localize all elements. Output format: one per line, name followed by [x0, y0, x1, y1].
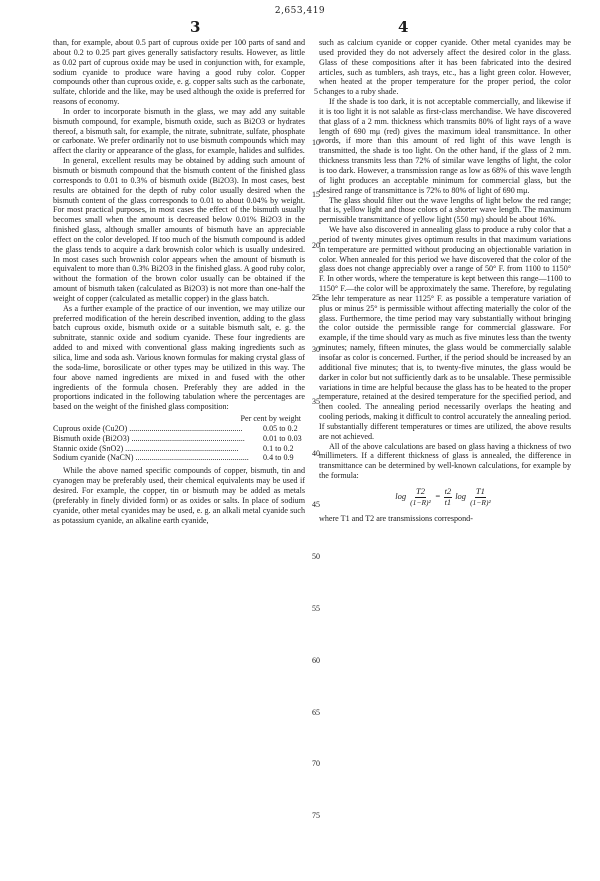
table-row [53, 444, 305, 454]
paragraph: All of the above calculations are based on glass having a thickness of two millimeters. If a different thickness of glass is annealed, the difference in transmittance can be determined by well-known calculations, for example by the formula: [319, 441, 571, 481]
line-number: 15 [312, 190, 320, 199]
ingredient-name: Stannic oxide (SnO2) ..... [53, 444, 261, 454]
formula-fraction [444, 487, 453, 508]
formula-fraction [469, 487, 492, 508]
paragraph: We have also discovered in annealing glass to produce a ruby color that a period of twenty minutes gives optimum results in that maximum variations in temperature are permitted without producing an objectionable variation in color. When annealed for this period we have discovered that the color of the glass does not change appreciably over a range of 50° F. from 1100 to 1150° F. In other words, where the temperature is kept between this range—1100 to 1150° F.—the color will be approximately the same. Therefore, by regulating the lehr temperature as near 1125° F. as possible a temperature variation of plus or minus 25° is permissible without affecting materially the color of the glass. Furthermore, the time period may vary substantially without bringing the color outside the permissible range for commercial glassware. For example, if the time should vary as much as five minutes less than the twenty minutes; namely, fifteen minutes, the glass would be commercially salable insofar as color is concerned. Further, if the period should be increased by an additional five minutes; that is, to twenty-five minutes, the glass would be darker in color but not sufficiently dark as to be unsalable. These permissible variations in time are helpful because the glass has to be heated to the proper temperature, retained at the desired temperature for the specified period, and then cooled. The annealing period necessarily overlaps the heating and cooling periods, making it difficult to control accurately the annealing period. If substantially different temperatures or times are utilized, the above results are not achieved. [319, 225, 571, 441]
table-row [53, 424, 305, 434]
line-number: 35 [312, 397, 320, 406]
line-number: 55 [312, 604, 320, 613]
table-row [53, 453, 305, 463]
ingredient-value: 0.4 to 0.9 [263, 453, 294, 463]
ingredient-value: 0.1 to 0.2 [263, 443, 294, 453]
formula-fraction [409, 487, 432, 508]
paragraph: If the shade is too dark, it is not acceptable commercially, and likewise if it is too light it is not salable as first-class merchandise. We have discovered that glass of a 2 mm. thickness which transmits 80% of light rays of a wave length of 690 mμ (red) gives the maximum ideal transmittance. In other words, if more than this amount of red light of this wave length is transmitted, the shade is too light. On the other hand, if the glass of 2 mm. thickness transmits less than 72% of similar wave lengths of light, the color is too dark. However, a transmission range as low as 68% of this wave length of light produces an acceptable minimum for commercial glass, but the desired range of transmittance is 72% to 80% of light of 690 mμ. [319, 97, 571, 195]
paragraph: than, for example, about 0.5 part of cuprous oxide per 100 parts of sand and about 0.2 to 0.25 part gives generally satisfactory results. However, as little as 0.02 part of cuprous oxide may be used in conjunction with, for example, sodium cyanide to produce ware having a good ruby color. Copper compounds other than cuprous oxide, e. g. copper salts such as the carbonate, sulfate, chloride and the like, may be used although the oxide is preferred for reasons of economy. [53, 38, 305, 107]
line-number: 45 [312, 500, 320, 509]
line-number: 30 [312, 345, 320, 354]
paragraph: The glass should filter out the wave lengths of light below the red range; that is, yellow light and those colors of a shorter wave length. The maximum permissible transmittance of yellow light (550 mμ) should be about 16%. [319, 195, 571, 225]
formula-log: log [455, 491, 467, 502]
line-number: 50 [312, 552, 320, 561]
patent-number: 2,653,419 [274, 6, 326, 16]
formula-equals: = [434, 491, 441, 502]
ingredient-name: Sodium cyanide (NaCN) ..... [53, 453, 261, 463]
line-number: 25 [312, 293, 320, 302]
right-column-number: 4 [398, 18, 409, 36]
ingredient-value: 0.05 to 0.2 [263, 423, 298, 433]
left-column-number: 3 [190, 18, 201, 36]
line-number: 75 [312, 811, 320, 820]
paragraph: In order to incorporate bismuth in the glass, we may add any suitable bismuth compound, for example, bismuth oxide, such as Bi2O3 or hydrates thereof, a bismuth salt, for example, the nitrate, subnitrate, sulfate, phosphate or carbonate. We prefer ordinarily not to use bismuth compounds which may affect the clarity or appearance of the glass, for example, halides and sulfides. [53, 106, 305, 156]
formula-log: log [395, 491, 407, 502]
line-number: 65 [312, 708, 320, 717]
formula-denominator: (1−R)² [410, 497, 431, 507]
line-number: 70 [312, 759, 320, 768]
composition-table [53, 414, 305, 463]
line-number: 60 [312, 656, 320, 665]
table-header: Per cent by weight [240, 414, 301, 424]
line-number: 20 [312, 241, 320, 250]
table-row [53, 434, 305, 444]
formula-numerator: t2 [444, 485, 452, 496]
formula-numerator: T2 [416, 485, 425, 496]
right-text-column [319, 38, 571, 524]
formula-denominator: t1 [444, 496, 452, 507]
formula-denominator: (1−R)² [470, 497, 491, 507]
paragraph: As a further example of the practice of our invention, we may utilize our preferred modification of the herein described invention, adding to the glass batch cuprous oxide, bismuth oxide or a suitable bismuth salt, e. g. the subnitrate, stannic oxide and sodium cyanide. These four ingredients are added to and mixed with conventional glass making ingredients such as silica, lime and soda ash. Various known formulas for making crystal glass of the soda-lime, borosilicate or other types may be utilized in this way. The four above named ingredients are mixed in and fused with the other ingredients of the formula chosen. Preferably they are added in the proportions indicated in the following tabulation where the percentages are based on the weight of the finished glass composition: [53, 303, 305, 412]
paragraph: While the above named specific compounds of copper, bismuth, tin and cyanogen may be preferably used, their chemical equivalents may be used if desired. For example, the copper, tin or bismuth may be added as metals (preferably in finely divided form) or as oxides or salts. In place of sodium cyanide, other metal cyanides may be used, e. g. an alkali metal cyanide such as potassium cyanide, an alkaline earth cyanide, [53, 466, 305, 525]
paragraph: such as calcium cyanide or copper cyanide. Other metal cyanides may be used provided they do not adversely affect the desired color in the glass. Glass of these compositions after it has been fabricated into the desired articles, such as tumblers, ash trays, etc., has a light green color. However, when heated at the proper temperature for the proper period, the color changes to a ruby shade. [319, 38, 571, 97]
line-number: 40 [312, 449, 320, 458]
ingredient-value: 0.01 to 0.03 [263, 433, 302, 443]
paragraph: In general, excellent results may be obtained by adding such amount of bismuth or bismuth compound that the bismuth content of the finished glass corresponds to 0.01 to 0.3% of bismuth oxide (Bi2O3). In most cases, best results are obtained for the depth of ruby color usually desired when the bismuth content of the glass corresponds to 0.01 to about 0.04% by weight. For most practical purposes, in most cases the effect of the bismuth usually becomes small when the amount is decreased below 0.01% Bi2O3 in the finished glass, although smaller amounts of bismuth have an appreciable effect on the color developed. If too much of the bismuth compound is added the glass tends to acquire a dark brownish color which is usually undesired. In most cases such brownish color appears when the amount of bismuth is equivalent to more than 0.3% Bi2O3 in the finished glass. A good ruby color, without the formation of the brown color usually can be obtained if the amount of bismuth taken (calculated as Bi2O3) is not more than one-half the weight of copper (calculated as metallic copper) in the glass batch. [53, 156, 305, 303]
ingredient-name: Cuprous oxide (Cu2O) ..... [53, 424, 261, 434]
line-number: 5 [314, 87, 318, 96]
formula-numerator: T1 [475, 485, 485, 496]
paragraph: where T1 and T2 are transmissions correspond- [319, 513, 473, 523]
line-number: 10 [312, 138, 320, 147]
left-text-column [53, 38, 305, 525]
ingredient-name: Bismuth oxide (Bi2O3) ..... [53, 434, 261, 444]
transmittance-formula [319, 487, 571, 508]
